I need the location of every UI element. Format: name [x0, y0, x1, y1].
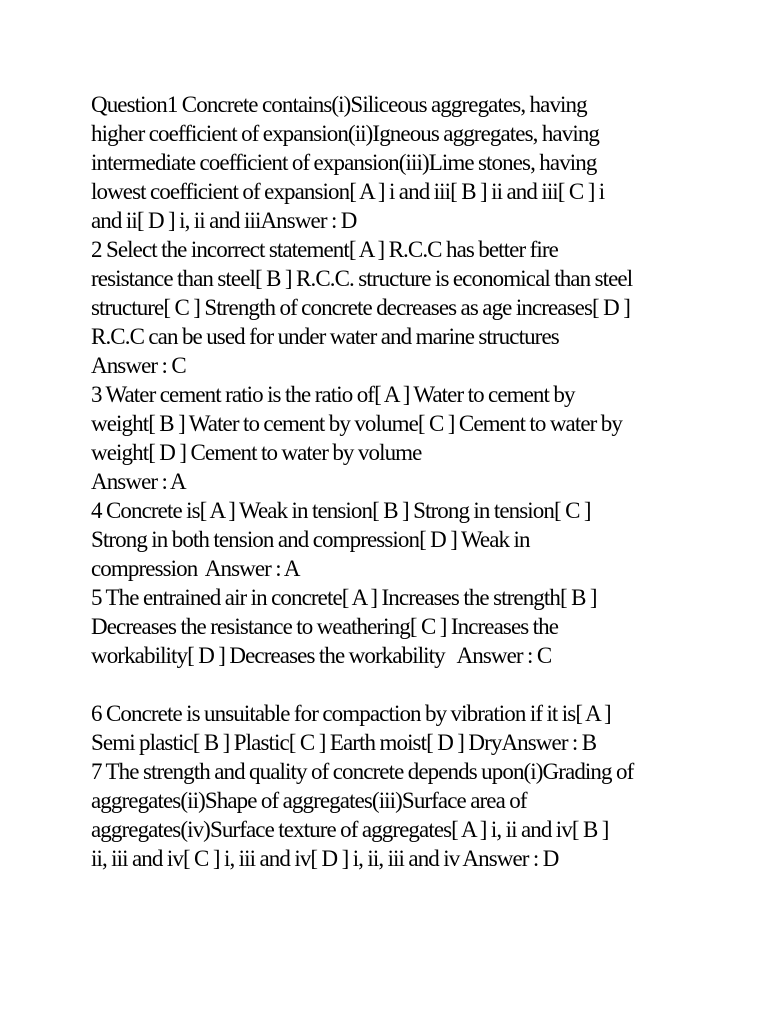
text-line: and ii[ D ] i, ii and iiiAnswer : D — [91, 208, 357, 233]
text-line: weight[ B ] Water to cement by volume[ C ] Cement to water by — [91, 411, 622, 436]
text-line: weight[ D ] Cement to water by volume — [91, 440, 422, 465]
text-line: compression Answer : A — [91, 556, 300, 581]
text-line: higher coefficient of expansion(ii)Igneous aggregates, having — [91, 121, 600, 146]
text-line: Strong in both tension and compression[ D ] Weak in — [91, 527, 530, 552]
text-line: Question1 Concrete contains(i)Siliceous aggregates, having — [91, 92, 587, 117]
text-line: 5 The entrained air in concrete[ A ] Increases the strength[ B ] — [91, 585, 597, 610]
text-line: Answer : A — [91, 469, 186, 494]
text-line: aggregates(iv)Surface texture of aggregates[ A ] i, ii and iv[ B ] — [91, 817, 609, 842]
text-line: Decreases the resistance to weathering[ C ] Increases the — [91, 614, 559, 639]
text-line: 2 Select the incorrect statement[ A ] R.C.C has better fire — [91, 237, 558, 262]
text-line: intermediate coefficient of expansion(iii)Lime stones, having — [91, 150, 597, 175]
text-line: 7 The strength and quality of concrete depends upon(i)Grading of — [91, 759, 634, 784]
text-line: 4 Concrete is[ A ] Weak in tension[ B ] Strong in tension[ C ] — [91, 498, 591, 523]
text-line: resistance than steel[ B ] R.C.C. structure is economical than steel — [91, 266, 633, 291]
text-line: 3 Water cement ratio is the ratio of[ A ] Water to cement by — [91, 382, 575, 407]
text-line: Answer : C — [91, 353, 186, 378]
text-line: R.C.C can be used for under water and marine structures — [91, 324, 559, 349]
text-line: structure[ C ] Strength of concrete decreases as age increases[ D ] — [91, 295, 630, 320]
text-line: ii, iii and iv[ C ] i, iii and iv[ D ] i, ii, iii and iv Answer : D — [91, 846, 559, 871]
text-line: aggregates(ii)Shape of aggregates(iii)Surface area of — [91, 788, 527, 813]
text-line: lowest coefficient of expansion[ A ] i and iii[ B ] ii and iii[ C ] i — [91, 179, 605, 204]
text-line: Semi plastic[ B ] Plastic[ C ] Earth moist[ D ] DryAnswer : B — [91, 730, 597, 755]
document-body — [91, 90, 691, 873]
text-line: workability[ D ] Decreases the workability Answer : C — [91, 643, 552, 668]
blank-line — [91, 670, 691, 699]
text-line: 6 Concrete is unsuitable for compaction by vibration if it is[ A ] — [91, 701, 611, 726]
